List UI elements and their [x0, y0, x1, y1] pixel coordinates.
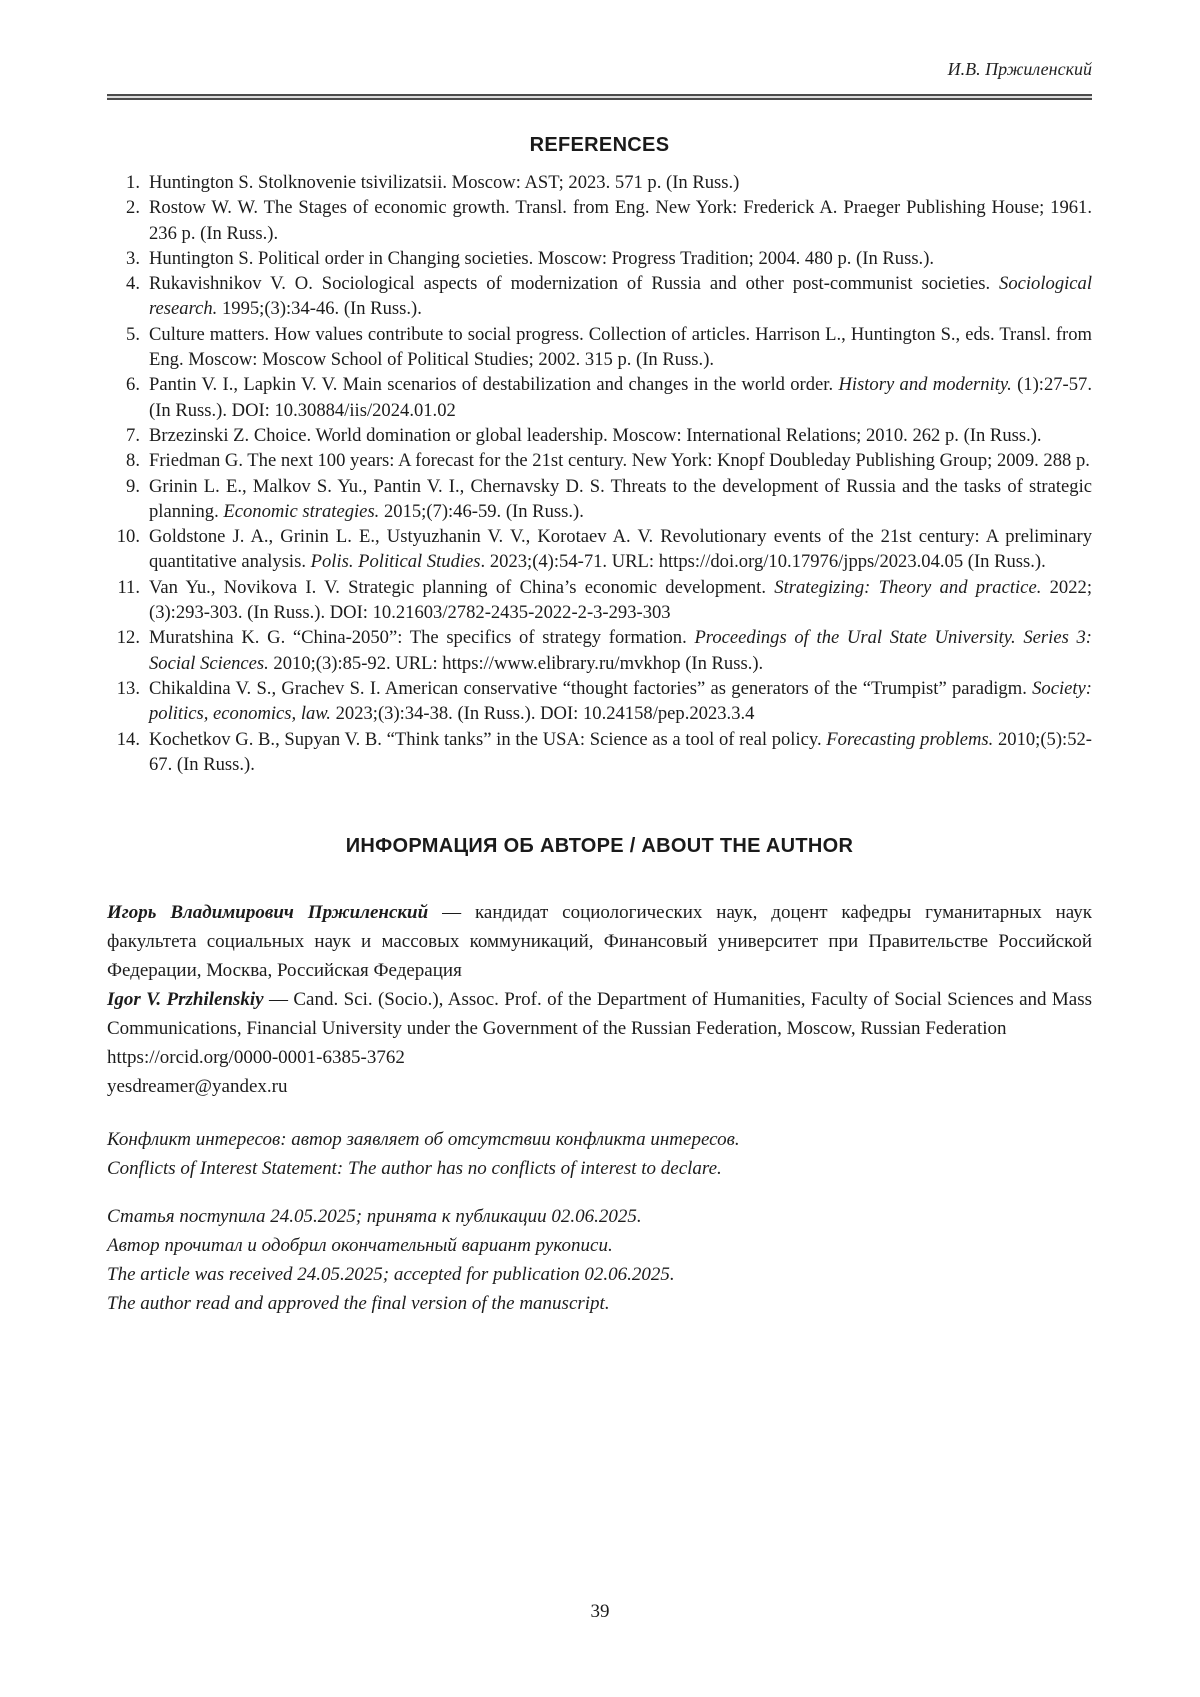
text-segment: Huntington S. Stolknovenie tsivilizatsii. Moscow: AST; 2023. 571 p. (In Russ.): [149, 172, 740, 193]
reference-number: 12.: [116, 627, 140, 649]
reference-item: [107, 474, 1092, 525]
reference-item: [107, 423, 1092, 448]
text-segment: 2015;(7):46-59. (In Russ.).: [379, 500, 584, 522]
author-approved-line-en: The author read and approved the final version of the manuscript.: [107, 1293, 610, 1315]
emphasized-text: Igor V. Przhilenskiy: [107, 989, 264, 1011]
author-paragraph: [107, 985, 1092, 1043]
reference-text: [149, 170, 1092, 195]
reference-number: 4.: [126, 273, 140, 295]
reference-item: [107, 575, 1092, 626]
reference-item: [107, 271, 1092, 322]
text-segment: Kochetkov G. B., Supyan V. B. “Think tanks” in the USA: Science as a tool of real policy.: [149, 728, 827, 750]
reference-item: [107, 170, 1092, 195]
references-list: [107, 170, 1092, 777]
about-author-title: ИНФОРМАЦИЯ ОБ АВТОРЕ / ABOUT THE AUTHOR: [345, 835, 854, 858]
header-rule: [107, 94, 1092, 100]
reference-text: [149, 676, 1092, 727]
text-segment: Pantin V. I., Lapkin V. V. Main scenarios of destabilization and changes in the world order.: [149, 374, 839, 396]
text-segment: Culture matters. How values contribute to social progress. Collection of articles. Harrison L., Huntington S., eds. Transl. from Eng. Moscow: Moscow School of Political Studies; 2002. 315 p. (In Russ.).: [149, 323, 1092, 371]
reference-item: [107, 676, 1092, 727]
emphasized-text: Игорь Владимирович Пржиленский: [107, 902, 429, 924]
text-segment: Huntington S. Political order in Changing societies. Moscow: Progress Tradition; 2004. 480 p. (In Russ.).: [149, 247, 935, 269]
reference-number: 3.: [126, 247, 140, 269]
reference-text: [149, 372, 1092, 423]
reference-text: [149, 423, 1092, 448]
emphasized-text: Polis. Political Studies: [310, 551, 481, 573]
text-segment: Chikaldina V. S., Grachev S. I. American conservative “thought factories” as generators of the “Trumpist” paradigm.: [149, 677, 1033, 699]
text-segment: Rukavishnikov V. O. Sociological aspects of modernization of Russia and other post-communist societies.: [149, 273, 1000, 295]
reference-number: 8.: [126, 450, 140, 472]
emphasized-text: Society: politics, economics, law.: [149, 677, 1092, 725]
text-segment: . 2023;(4):54-71. URL: https://doi.org/10.17976/jpps/2023.04.05 (In Russ.).: [480, 551, 1046, 573]
text-segment: 2010;(3):85-92. URL: https://www.elibrary.ru/mvkhop (In Russ.).: [268, 652, 764, 674]
reference-number: 6.: [126, 374, 140, 396]
conflict-of-interest-statement: [107, 1125, 1092, 1183]
reference-text: [149, 474, 1092, 525]
reference-item: [107, 524, 1092, 575]
references-title: REFERENCES: [529, 134, 670, 156]
reference-number: 9.: [126, 475, 140, 497]
reference-text: [149, 195, 1092, 246]
author-approved-line-ru: Автор прочитал и одобрил окончательный вариант рукописи.: [107, 1235, 613, 1257]
reference-item: [107, 727, 1092, 778]
reference-number: 10.: [116, 526, 140, 548]
emphasized-text: Forecasting problems.: [826, 728, 994, 750]
reference-number: 1.: [126, 172, 140, 193]
reference-item: [107, 448, 1092, 473]
reference-text: [149, 271, 1092, 322]
reference-number: 11.: [117, 576, 140, 598]
received-accepted-line-en: The article was received 24.05.2025; accepted for publication 02.06.2025.: [107, 1264, 675, 1286]
running-head-author: И.В. Пржиленский: [947, 59, 1092, 79]
reference-item: [107, 372, 1092, 423]
conflict-line-ru: Конфликт интересов: автор заявляет об отсутствии конфликта интересов.: [107, 1129, 740, 1151]
text-segment: Grinin L. E., Malkov S. Yu., Pantin V. I., Chernavsky D. S. Threats to the development of Russia and the tasks of strategic planning.: [149, 475, 1092, 522]
orcid-link[interactable]: https://orcid.org/0000-0001-6385-3762: [107, 1047, 405, 1069]
page-number: 39: [590, 1601, 610, 1622]
text-segment: Muratshina K. G. “China-2050”: The specifics of strategy formation.: [149, 627, 695, 649]
text-segment: — Cand. Sci. (Socio.), Assoc. Prof. of the Department of Humanities, Faculty of Social Sciences and Mass Communications, Financial University under the Government of the Russian Federation, Moscow, Russian Federation: [107, 989, 1092, 1040]
reference-text: [149, 322, 1092, 373]
article-history-block: [107, 1202, 1092, 1318]
emphasized-text: Strategizing: Theory and practice.: [774, 576, 1042, 598]
reference-number: 2.: [126, 197, 140, 219]
text-segment: Friedman G. The next 100 years: A forecast for the 21st century. New York: Knopf Doubleday Publishing Group; 2009. 288 p.: [149, 450, 1090, 472]
text-segment: Van Yu., Novikova I. V. Strategic planning of China’s economic development.: [149, 576, 775, 598]
received-accepted-line-ru: Статья поступила 24.05.2025; принята к публикации 02.06.2025.: [107, 1206, 642, 1228]
reference-number: 7.: [126, 424, 140, 446]
text-segment: — кандидат социологических наук, доцент кафедры гуманитарных наук факультета социальных наук и массовых коммуникаций, Финансовый университет при Правительстве Российской Федерации, Москва, Российская Федерация: [107, 902, 1092, 982]
text-segment: Rostow W. W. The Stages of economic growth. Transl. from Eng. New York: Frederick A. Praeger Publishing House; 1961. 236 p. (In Russ.).: [149, 197, 1092, 244]
reference-text: [149, 246, 1092, 271]
conflict-line-en: Conflicts of Interest Statement: The author has no conflicts of interest to declare.: [107, 1158, 722, 1180]
author-paragraphs: [107, 898, 1092, 1043]
text-segment: 2023;(3):34-38. (In Russ.). DOI: 10.24158/pep.2023.3.4: [330, 703, 755, 725]
emphasized-text: Proceedings of the Ural State University. Series 3: Social Sciences.: [149, 627, 1092, 674]
text-segment: (1):27-57. (In Russ.). DOI: 10.30884/iis/2024.01.02: [149, 374, 1092, 421]
reference-text: [149, 524, 1092, 575]
reference-number: 14.: [116, 728, 140, 750]
reference-text: [149, 625, 1092, 676]
text-segment: 2010;(5):52-67. (In Russ.).: [149, 728, 1092, 775]
emphasized-text: Sociological research.: [149, 273, 1092, 320]
reference-item: [107, 625, 1092, 676]
reference-text: [149, 727, 1092, 778]
reference-text: [149, 448, 1092, 473]
reference-text: [149, 575, 1092, 626]
reference-number: 5.: [126, 323, 140, 345]
text-segment: Goldstone J. A., Grinin L. E., Ustyuzhanin V. V., Korotaev A. V. Revolutionary events of the 21st century: A preliminary quantitative analysis.: [149, 526, 1092, 573]
emphasized-text: History and modernity.: [838, 374, 1012, 396]
text-segment: 1995;(3):34-46. (In Russ.).: [217, 298, 422, 320]
text-segment: 2022;(3):293-303. (In Russ.). DOI: 10.21603/2782-2435-2022-2-3-293-303: [149, 576, 1092, 624]
emphasized-text: Economic strategies.: [223, 500, 380, 522]
author-paragraph: [107, 898, 1092, 985]
reference-item: [107, 322, 1092, 373]
reference-number: 13.: [116, 677, 140, 699]
author-info-block: [107, 898, 1092, 1101]
email-link[interactable]: yesdreamer@yandex.ru: [107, 1076, 288, 1098]
reference-item: [107, 195, 1092, 246]
reference-item: [107, 246, 1092, 271]
text-segment: Brzezinski Z. Choice. World domination or global leadership. Moscow: International Relations; 2010. 262 p. (In Russ.).: [149, 424, 1042, 446]
